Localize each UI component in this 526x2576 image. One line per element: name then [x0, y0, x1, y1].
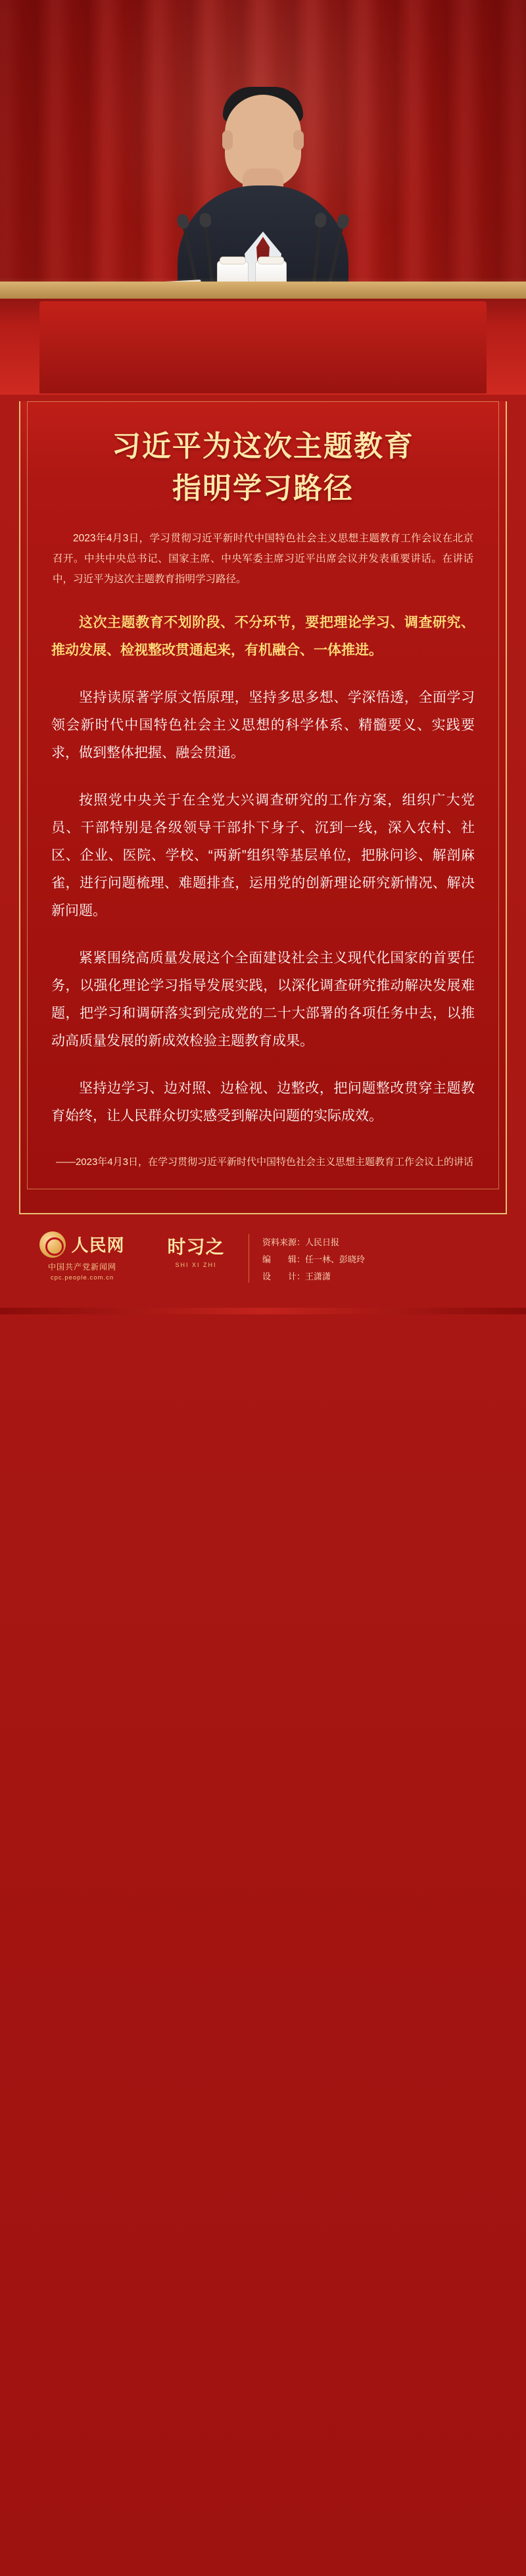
desk-edge [0, 282, 526, 299]
source-note: ——2023年4月3日，在学习贯彻习近平新时代中国特色社会主义思想主题教育工作会议上的讲话 [55, 1156, 473, 1168]
footer [0, 1214, 526, 1308]
credit-editor: 编 辑：任一林、彭晓玲 [262, 1254, 366, 1264]
article-frame-inner [27, 401, 499, 1189]
brand-name-pinyin: SHI XI ZHI [175, 1261, 217, 1268]
body-paragraph-5: 坚持边学习、边对照、边检视、边整改，把问题整改贯穿主题教育始终，让人民群众切实感受到解决问题的实际成效。 [51, 1080, 475, 1124]
figure-ear-left [222, 130, 233, 150]
column-brand[interactable] [156, 1231, 235, 1268]
hero-photo [0, 0, 526, 395]
credit-designer: 设 计：王潇潇 [262, 1271, 331, 1281]
logo-name: 人民网 [71, 1235, 125, 1256]
desk [0, 294, 526, 395]
body-paragraph-4: 紧紧围绕高质量发展这个全面建设社会主义现代化国家的首要任务，以强化理论学习指导发展实践，以深化调查研究推动解决发展难题，把学习和调研落实到完成党的二十大部署的各项任务中去，以推动高质量发展的新成效检验主题教育成果。 [51, 950, 475, 1049]
body-paragraph-3: 按照党中央关于在全党大兴调查研究的工作方案，组织广大党员、干部特别是各级领导干部扑下身子、沉到一线，深入农村、社区、企业、医院、学校、“两新”组织等基层单位，把脉问诊、解剖麻雀，进行问题梳理、难题排查，运用党的创新理论研究新情况、解决新问题。 [51, 792, 475, 918]
figure-ear-right [293, 130, 304, 150]
people-cn-logo[interactable] [20, 1231, 145, 1281]
body-paragraph-1: 这次主题教育不划阶段、不分环节，要把理论学习、调查研究、推动发展、检视整改贯通起来，有机融合、一体推进。 [51, 614, 475, 658]
page-title [50, 414, 476, 516]
page-title-line-1: 习近平为这次主题教育 [112, 430, 414, 462]
article-frame [19, 401, 507, 1214]
logo-row [20, 1231, 145, 1258]
page-title-line-2: 指明学习路径 [172, 472, 354, 505]
body-paragraph-2: 坚持读原著学原文悟原理，坚持多思多想、学深悟透，全面学习领会新时代中国特色社会主义思想的科学体系、精髓要义、实践要求，做到整体把握、融会贯通。 [51, 689, 475, 760]
logo-url: cpc.people.com.cn [50, 1274, 114, 1281]
credits-block [262, 1231, 506, 1285]
people-daily-mark-icon [39, 1231, 66, 1258]
lede-paragraph: 2023年4月3日，学习贯彻习近平新时代中国特色社会主义思想主题教育工作会议在北京召开。中共中央总书记、国家主席、中央军委主席习近平出席会议并发表重要讲话。在讲话中，习近平为这次主题教育指明学习路径。 [53, 532, 473, 585]
brand-name: 时习之 [167, 1236, 225, 1257]
footer-strip [0, 1308, 526, 1314]
desk-cloth [39, 301, 487, 393]
credit-source: 资料来源：人民日报 [262, 1237, 340, 1247]
logo-subtitle: 中国共产党新闻网 [47, 1262, 116, 1272]
